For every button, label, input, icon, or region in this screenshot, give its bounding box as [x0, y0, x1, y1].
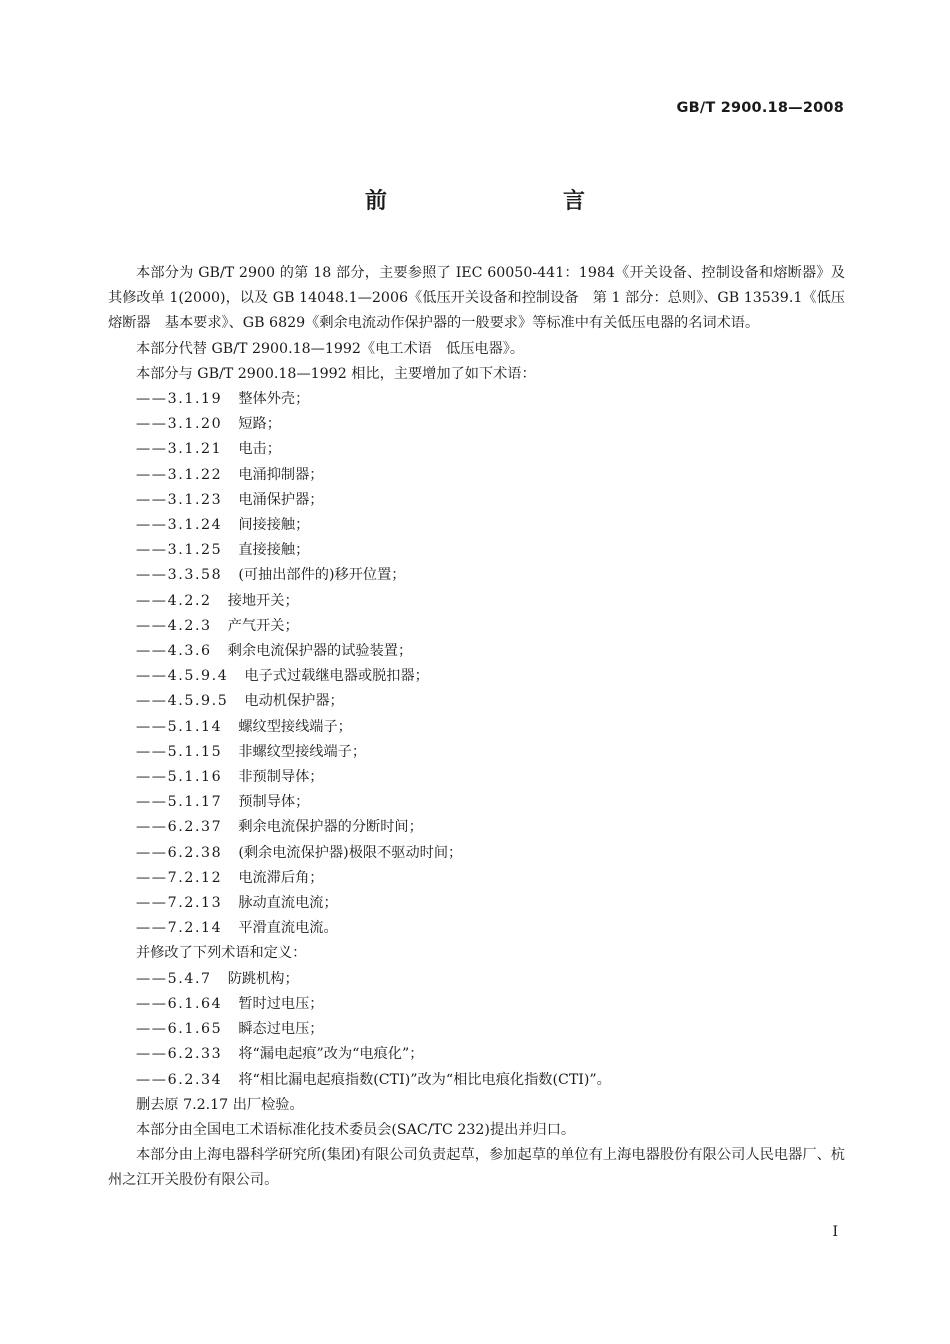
term-text: 将“漏电起痕”改为“电痕化”；	[238, 1046, 424, 1063]
list-item	[108, 740, 845, 765]
list-item	[108, 589, 845, 614]
closing-paragraph: 本部分由全国电工术语标准化技术委员会(SAC/TC 232)提出并归口。	[136, 1121, 576, 1138]
list-item	[108, 992, 845, 1017]
list-item	[108, 841, 845, 866]
term-number: ——3.1.19	[136, 391, 223, 408]
list-item	[108, 967, 845, 992]
list-item	[108, 1068, 845, 1093]
term-text: 剩余电流保护器的分断时间；	[238, 819, 423, 836]
term-text: 非预制导体；	[238, 769, 324, 786]
list-item	[108, 715, 845, 740]
term-number: ——7.2.13	[136, 895, 223, 912]
modified-intro: 并修改了下列术语和定义：	[136, 945, 307, 962]
list-item	[108, 513, 845, 538]
term-number: ——7.2.12	[136, 869, 223, 886]
intro-paragraph: 本部分为 GB/T 2900 的第 18 部分，主要参照了 IEC 60050-441：1984《开关设备、控制设备和熔断器》及其修改单 1(2000)，以及 GB 14048.1—2006《低压开关设备和控制设备 第 1 部分：总则》、GB 13539.1《低压熔断器 基本要求》、GB 6829《剩余电流动作保护器的一般要求》等标准中有关低压电器的名词术语。	[108, 265, 845, 332]
term-text: 电动机保护器；	[244, 693, 344, 710]
term-text: 将“相比漏电起痕指数(CTI)”改为“相比电痕化指数(CTI)”。	[238, 1071, 611, 1088]
term-number: ——6.1.64	[136, 995, 223, 1012]
list-item	[108, 815, 845, 840]
term-number: ——7.2.14	[136, 920, 223, 937]
term-number: ——4.3.6	[136, 643, 212, 660]
list-item	[108, 866, 845, 891]
list-item	[108, 790, 845, 815]
term-text: 接地开关；	[227, 592, 299, 609]
list-item	[108, 488, 845, 513]
term-number: ——3.1.24	[136, 517, 223, 534]
term-number: ——5.4.7	[136, 970, 212, 987]
term-text: (剩余电流保护器)极限不驱动时间；	[238, 844, 463, 861]
term-text: 电流滞后角；	[238, 869, 324, 886]
term-number: ——5.1.16	[136, 769, 223, 786]
term-number: ——3.1.20	[136, 416, 223, 433]
term-text: 直接接触；	[238, 542, 310, 559]
term-number: ——6.2.34	[136, 1071, 223, 1088]
term-text: 短路；	[238, 416, 281, 433]
term-number: ——5.1.15	[136, 743, 223, 760]
term-text: 剩余电流保护器的试验装置；	[227, 643, 413, 660]
term-text: 间接接触；	[238, 517, 310, 534]
term-number: ——3.1.25	[136, 542, 223, 559]
term-text: 电涌保护器；	[238, 491, 324, 508]
term-number: ——6.2.33	[136, 1046, 223, 1063]
term-number: ——3.1.21	[136, 441, 223, 458]
term-text: 脉动直流电流；	[238, 895, 338, 912]
list-item	[108, 463, 845, 488]
term-text: 平滑直流电流。	[238, 920, 338, 937]
term-text: 产气开关；	[227, 617, 299, 634]
list-item	[108, 538, 845, 563]
term-text: 防跳机构；	[227, 970, 299, 987]
list-item	[108, 412, 845, 437]
list-item	[108, 614, 845, 639]
term-number: ——5.1.14	[136, 718, 223, 735]
term-text: 电子式过载继电器或脱扣器；	[244, 668, 429, 685]
page-title: 前 言	[364, 189, 629, 214]
list-item	[108, 437, 845, 462]
list-item	[108, 1042, 845, 1067]
list-item	[108, 689, 845, 714]
term-text: (可抽出部件的)移开位置；	[238, 567, 406, 584]
term-number: ——4.5.9.4	[136, 668, 229, 685]
modified-terms-list	[108, 967, 845, 1093]
term-number: ——3.3.58	[136, 567, 223, 584]
term-number: ——4.2.2	[136, 592, 212, 609]
list-item	[108, 891, 845, 916]
term-number: ——4.5.9.5	[136, 693, 229, 710]
standard-code: GB/T 2900.18—2008	[676, 100, 844, 116]
list-item	[108, 916, 845, 941]
term-number: ——3.1.22	[136, 466, 223, 483]
page-number: I	[832, 1224, 838, 1240]
list-item	[108, 639, 845, 664]
term-text: 电击；	[238, 441, 281, 458]
term-number: ——6.2.37	[136, 819, 223, 836]
intro-paragraph: 本部分代替 GB/T 2900.18—1992《电工术语 低压电器》。	[136, 340, 525, 357]
added-terms-list	[108, 387, 845, 941]
term-text: 瞬态过电压；	[238, 1021, 324, 1038]
term-text: 暂时过电压；	[238, 995, 324, 1012]
term-text: 整体外壳；	[238, 391, 310, 408]
term-text: 电涌抑制器；	[238, 466, 324, 483]
list-item	[108, 664, 845, 689]
list-item	[108, 387, 845, 412]
intro-paragraph: 本部分与 GB/T 2900.18—1992 相比，主要增加了如下术语：	[136, 365, 536, 382]
list-item	[108, 1017, 845, 1042]
term-number: ——5.1.17	[136, 794, 223, 811]
term-number: ——3.1.23	[136, 491, 223, 508]
document-body	[108, 261, 845, 1194]
closing-paragraph: 本部分由上海电器科学研究所(集团)有限公司负责起草，参加起草的单位有上海电器股份有限公司人民电器厂、杭州之江开关股份有限公司。	[108, 1147, 845, 1189]
term-text: 螺纹型接线端子；	[238, 718, 352, 735]
term-text: 预制导体；	[238, 794, 310, 811]
list-item	[108, 765, 845, 790]
closing-paragraph: 删去原 7.2.17 出厂检验。	[136, 1096, 304, 1113]
term-number: ——6.2.38	[136, 844, 223, 861]
term-number: ——4.2.3	[136, 617, 212, 634]
term-number: ——6.1.65	[136, 1021, 223, 1038]
term-text: 非螺纹型接线端子；	[238, 743, 367, 760]
list-item	[108, 563, 845, 588]
